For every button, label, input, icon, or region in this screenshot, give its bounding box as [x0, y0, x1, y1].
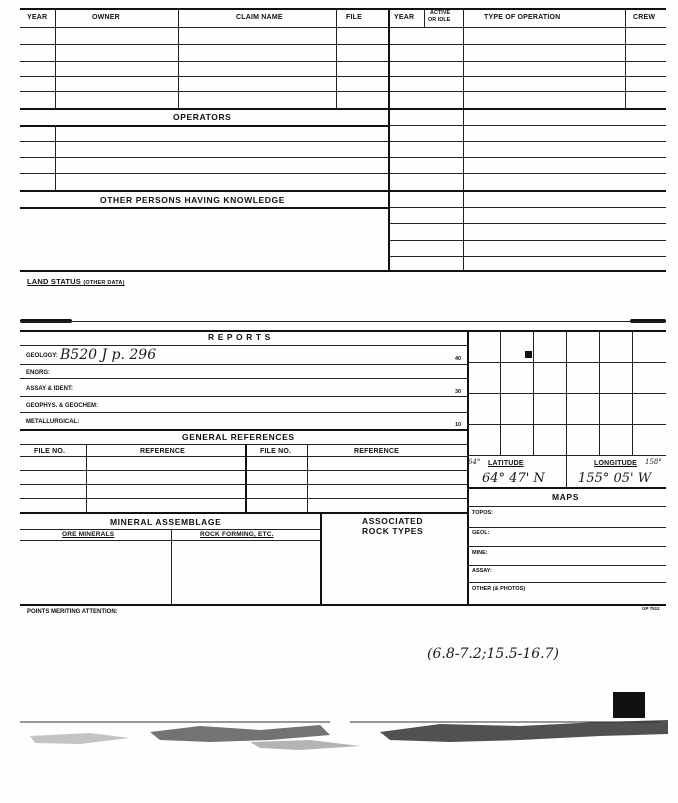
- scan-noise-strip: [0, 700, 678, 760]
- table-header-rule: [20, 27, 666, 28]
- col-ore-minerals: ORE MINERALS: [62, 531, 115, 538]
- report-value-geology: B520 J p. 296: [60, 347, 157, 363]
- land-status-label: LAND STATUS (OTHER DATA): [27, 277, 125, 286]
- other-persons-heading: OTHER PERSONS HAVING KNOWLEDGE: [100, 195, 286, 205]
- ref-col-file-no-1: FILE NO.: [34, 448, 66, 455]
- header-crew: CREW: [633, 14, 656, 21]
- header-or-idle: OR IDLE: [428, 17, 451, 23]
- table-bottom-border: [20, 270, 666, 272]
- report-label-assay: ASSAY & IDENT:: [26, 386, 74, 392]
- header-year-2: YEAR: [394, 14, 415, 21]
- maps-geol: GEOL:: [472, 530, 490, 536]
- lon-margin-note: 158°: [645, 458, 662, 466]
- associated-rock-types-2: ROCK TYPES: [362, 526, 424, 536]
- report-label-metallurgical: METALLURGICAL:: [26, 419, 80, 425]
- maps-topos: TOPOS:: [472, 510, 493, 516]
- associated-rock-types-1: ASSOCIATED: [362, 516, 424, 526]
- reports-heading: R E P O R T S: [208, 332, 271, 342]
- lat-margin-note: 64°: [468, 458, 481, 466]
- report-label-engrg: ENGRG:: [26, 370, 50, 376]
- longitude-value: 155° 05' W: [578, 471, 652, 486]
- center-divider: [388, 8, 390, 270]
- ref-col-reference-2: REFERENCE: [354, 448, 399, 455]
- maps-heading: MAPS: [552, 492, 579, 502]
- table-top-border: [20, 8, 666, 10]
- location-mark: [525, 351, 532, 358]
- latitude-label: LATITUDE: [488, 460, 524, 467]
- maps-mine: MINE:: [472, 550, 488, 556]
- report-label-geophys: GEOPHYS. & GEOCHEM:: [26, 403, 99, 409]
- maps-assay: ASSAY:: [472, 568, 492, 574]
- header-file: FILE: [346, 14, 362, 21]
- longitude-label: LONGITUDE: [594, 460, 638, 467]
- mineral-assemblage-heading: MINERAL ASSEMBLAGE: [110, 517, 222, 527]
- points-meriting-attention: POINTS MERITING ATTENTION:: [27, 609, 118, 615]
- maps-other: OTHER (& PHOTOS): [472, 586, 526, 592]
- header-active: ACTIVE: [430, 10, 451, 16]
- header-owner: OWNER: [92, 14, 120, 21]
- latitude-value: 64° 47' N: [482, 471, 545, 486]
- header-year: YEAR: [27, 14, 48, 21]
- report-num-30: 30: [455, 389, 462, 395]
- operators-heading: OPERATORS: [173, 112, 232, 122]
- ref-col-file-no-2: FILE NO.: [260, 448, 292, 455]
- general-references-heading: GENERAL REFERENCES: [182, 432, 295, 442]
- header-type-of-operation: TYPE OF OPERATION: [484, 14, 561, 21]
- ref-col-reference-1: REFERENCE: [140, 448, 185, 455]
- report-num-10: 10: [455, 422, 462, 428]
- col-rock-forming: ROCK FORMING, ETC.: [200, 531, 274, 538]
- form-number: GP 7512: [642, 606, 660, 611]
- report-num-40: 40: [455, 356, 462, 362]
- header-claim-name: CLAIM NAME: [236, 14, 283, 21]
- report-label-geology: GEOLOGY:: [26, 353, 58, 359]
- handwritten-coordinates: (6.8-7.2;15.5-16.7): [427, 646, 559, 662]
